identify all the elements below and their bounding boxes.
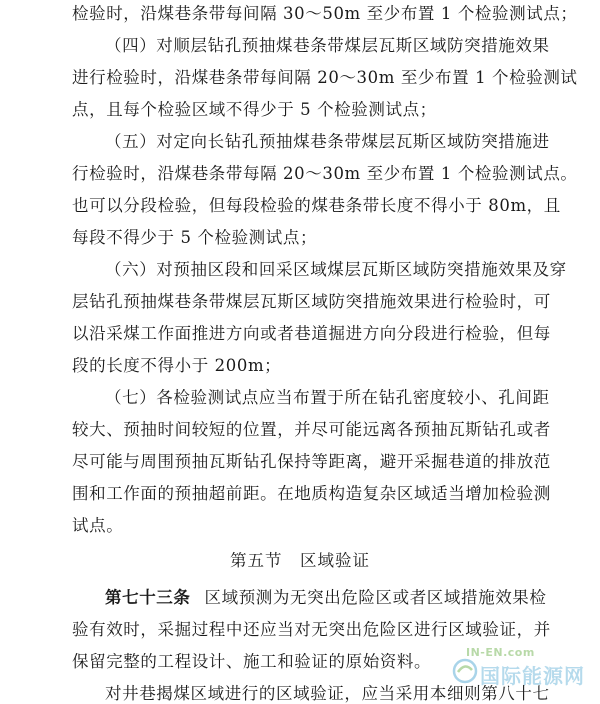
body-line-13: （七）各检验测试点应当布置于所在钻孔密度较小、孔间距 (105, 388, 550, 407)
body-line-5: （五）对定向长钻孔预抽煤巷条带煤层瓦斯区域防突措施进 (105, 132, 550, 151)
body-line-2: （四）对顺层钻孔预抽煤巷条带煤层瓦斯区域防突措施效果 (105, 36, 550, 55)
body-line-4: 点，且每个检验区域不得少于 5 个检验测试点； (72, 100, 437, 119)
body-line-7: 也可以分段检验，但每段检验的煤巷条带长度不得小于 80m，且 (72, 196, 561, 215)
watermark-url: IN-EN.com (466, 646, 535, 659)
article-first-text: 区域预测为无突出危险区或者区域措施效果检 (204, 588, 547, 607)
body-line-15: 尽可能与周围预抽瓦斯钻孔保持等距离，避开采掘巷道的排放范 (72, 452, 551, 471)
article-line-4: 对井巷揭煤区域进行的区域验证，应当采用本细则第八十七 (105, 684, 550, 703)
article-line-2: 验有效时，采掘过程中还应当对无突出危险区进行区域验证，并 (72, 620, 551, 639)
body-line-8: 每段不得少于 5 个检验测试点； (72, 228, 318, 247)
body-line-11: 以沿采煤工作面推进方向或者巷道掘进方向分段进行检验，但每 (72, 324, 551, 343)
body-line-12: 段的长度不得小于 200m； (72, 356, 282, 375)
article-label: 第七十三条 (105, 588, 191, 607)
article-first-line (105, 588, 547, 608)
body-line-9: （六）对预抽区段和回采区域煤层瓦斯区域防突措施效果及穿 (105, 260, 567, 279)
watermark-name: 国际能源网 (480, 664, 585, 688)
body-line-10: 层钻孔预抽煤巷条带煤层瓦斯区域防突措施效果进行检验时，可 (72, 292, 551, 311)
article-line-3: 保留完整的工程设计、施工和验证的原始资料。 (72, 652, 432, 671)
body-line-6: 行检验时，沿煤巷条带每隔 20～30m 至少布置 1 个检验测试点。 (72, 164, 578, 183)
body-line-16: 围和工作面的预抽超前距。在地质构造复杂区域适当增加检验测 (72, 484, 551, 503)
body-line-1: 检验时，沿煤巷条带每间隔 30～50m 至少布置 1 个检验测试点； (72, 4, 578, 23)
section-heading: 第五节 区域验证 (230, 551, 370, 570)
body-line-14: 较大、预抽时间较短的位置，并尽可能远离各预抽瓦斯钻孔或者 (72, 420, 551, 439)
body-line-17: 试点。 (72, 516, 124, 535)
body-line-3: 进行检验时，沿煤巷条带每间隔 20～30m 至少布置 1 个检验测试 (72, 68, 578, 87)
